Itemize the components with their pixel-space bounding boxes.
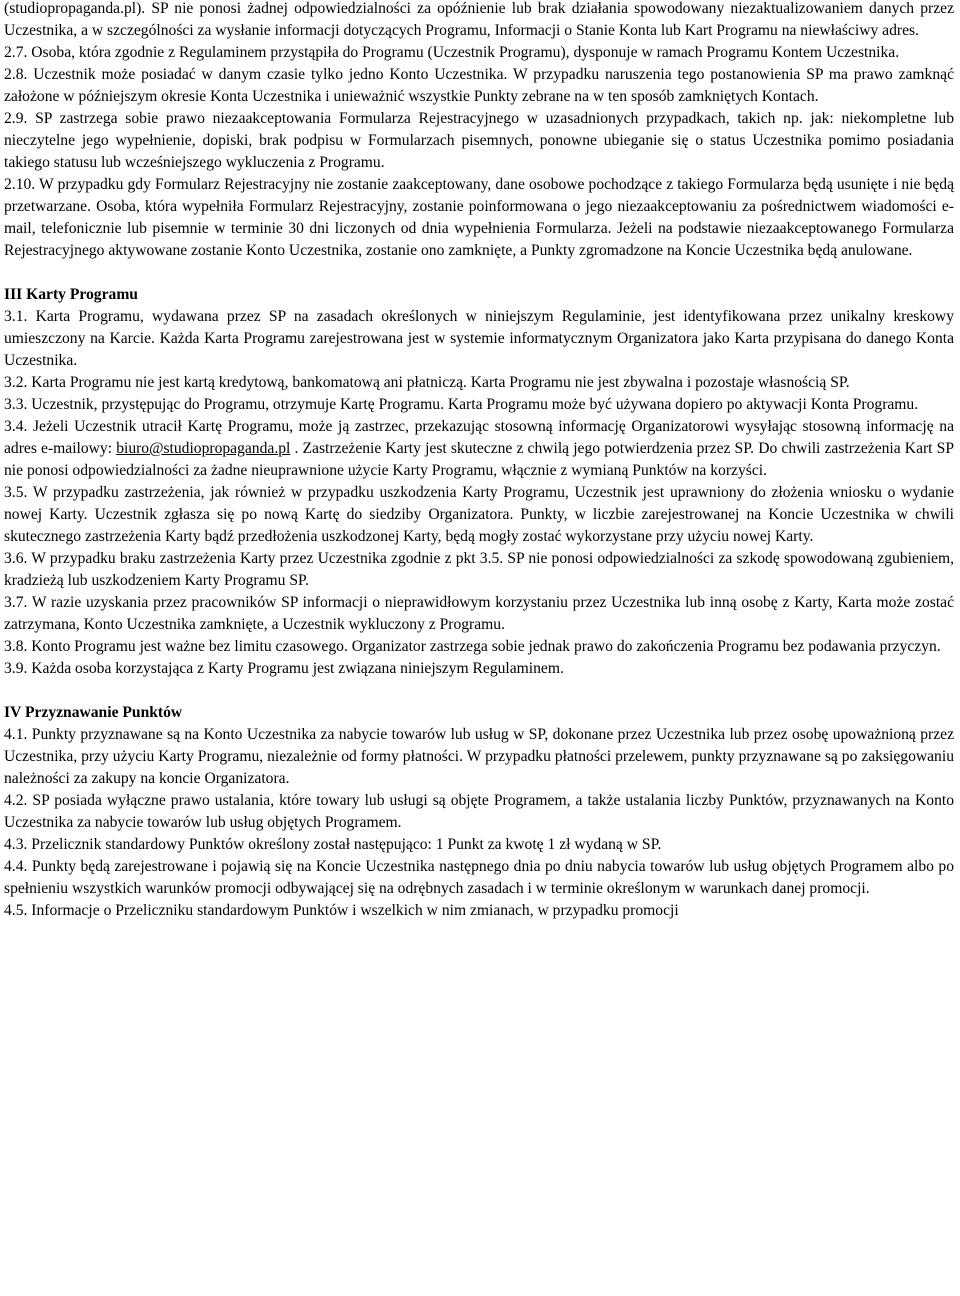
paragraph-3-4-text-end: . Zastrzeżenie Karty jest skuteczne z chwilą jego potwierdzenia przez SP. Do chwili zastrzeżenia Kart SP nie ponosi odpowiedzialności za żadne nieuprawnione użycie Karty Programu, włącznie z wymianą Punktów na korzyści. xyxy=(4,440,954,479)
paragraph-2-8: 2.8. Uczestnik może posiadać w danym czasie tylko jedno Konto Uczestnika. W przypadku naruszenia tego postanowienia SP ma prawo zamknąć założone w późniejszym okresie Konta Uczestnika i unieważnić wszystkie Punkty zebrane na w ten sposób zamkniętych Kontach. xyxy=(4,66,954,105)
paragraph-3-4 xyxy=(4,416,954,482)
paragraph-3-7: 3.7. W razie uzyskania przez pracowników SP informacji o nieprawidłowym korzystaniu przez Uczestnika lub inną osobę z Karty, Karta może zostać zatrzymana, Konto Uczestnika zamknięte, a Uczestnik wykluczony z Programu. xyxy=(4,594,954,633)
paragraph-3-2: 3.2. Karta Programu nie jest kartą kredytową, bankomatową ani płatniczą. Karta Programu nie jest zbywalna i pozostaje własnością SP. xyxy=(4,374,850,391)
paragraph-4-2: 4.2. SP posiada wyłączne prawo ustalania, które towary lub usługi są objęte Programem, a także ustalania liczby Punktów, przyznawanych na Konto Uczestnika za nabycie towarów lub usług objętych Programem. xyxy=(4,792,954,831)
paragraph-3-9: 3.9. Każda osoba korzystająca z Karty Programu jest związana niniejszym Regulaminem. xyxy=(4,660,564,677)
paragraph-2-7: 2.7. Osoba, która zgodnie z Regulaminem przystąpiła do Programu (Uczestnik Programu), dysponuje w ramach Programu Kontem Uczestnika. xyxy=(4,44,900,61)
paragraph-3-5: 3.5. W przypadku zastrzeżenia, jak również w przypadku uszkodzenia Karty Programu, Uczestnik jest uprawniony do złożenia wniosku o wydanie nowej Karty. Uczestnik zgłasza się po nową Kartę do siedziby Organizatora. Punkty, w liczbie zarejestrowanej na Koncie Uczestnika w chwili skutecznego zastrzeżenia Karty bądź przedłożenia uszkodzonej Karty, będą mogły zostać wykorzystane przy użyciu nowej Karty. xyxy=(4,484,954,545)
paragraph-2-9: 2.9. SP zastrzega sobie prawo niezaakceptowania Formularza Rejestracyjnego w uzasadnionych przypadkach, takich np. jak: niekompletne lub nieczytelne jego wypełnienie, dopiski, brak podpisu w Formularzach pisemnych, ponowne ubieganie się o status Uczestnika pomimo posiadania takiego statusu lub wcześniejszego wykluczenia z Programu. xyxy=(4,110,954,171)
paragraph-4-1: 4.1. Punkty przyznawane są na Konto Uczestnika za nabycie towarów lub usług w SP, dokonane przez Uczestnika lub przez osobę upoważnioną przez Uczestnika, przy użyciu Karty Programu, niezależnie od formy płatności. W przypadku płatności przelewem, punkty przyznawane są po zaksięgowaniu należności za zakupy na koncie Organizatora. xyxy=(4,726,954,787)
email-link[interactable]: biuro@studiopropaganda.pl xyxy=(116,440,291,457)
paragraph-3-3: 3.3. Uczestnik, przystępując do Programu, otrzymuje Kartę Programu. Karta Programu może być używana dopiero po aktywacji Konta Programu. xyxy=(4,396,919,413)
paragraph-3-6: 3.6. W przypadku braku zastrzeżenia Karty przez Uczestnika zgodnie z pkt 3.5. SP nie ponosi odpowiedzialności za szkodę spowodowaną zgubieniem, kradzieżą lub uszkodzeniem Karty Programu SP. xyxy=(4,550,954,589)
paragraph-4-5: 4.5. Informacje o Przeliczniku standardowym Punktów i wszelkich w nim zmianach, w przypadku promocji xyxy=(4,902,679,919)
paragraph-2-10: 2.10. W przypadku gdy Formularz Rejestracyjny nie zostanie zaakceptowany, dane osobowe pochodzące z takiego Formularza będą usunięte i nie będą przetwarzane. Osoba, która wypełniła Formularz Rejestracyjny, zostanie poinformowana o jego niezaakceptowaniu za pośrednictwem wiadomości e-mail, telefonicznie lub pisemnie w terminie 30 dni liczonych od dnia wypełnienia Formularza. Jeżeli na podstawie niezaakceptowanego Formularza Rejestracyjnego aktywowane zostanie Konto Uczestnika, zostanie ono zamknięte, a Punkty zgromadzone na Koncie Uczestnika będą anulowane. xyxy=(4,176,954,259)
section-spacer xyxy=(4,680,954,702)
paragraph-3-8: 3.8. Konto Programu jest ważne bez limitu czasowego. Organizator zastrzega sobie jednak prawo do zakończenia Programu bez podawania przyczyn. xyxy=(4,638,941,655)
section-heading-3: III Karty Programu xyxy=(4,286,138,303)
section-heading-4: IV Przyznawanie Punktów xyxy=(4,704,183,721)
paragraph-3-4-text-start: 3.4. Jeżeli Uczestnik utracił Kartę Programu, może ją zastrzec, przekazując stosowną informację Organizatorowi wysyłając stosowną informację na adres e-mailowy: xyxy=(4,418,954,457)
section-spacer xyxy=(4,262,954,284)
paragraph-4-4: 4.4. Punkty będą zarejestrowane i pojawią się na Koncie Uczestnika następnego dnia po dniu nabycia towarów lub usług objętych Programem albo po spełnieniu wszystkich warunków promocji odbywającej się na odrębnych zasadach i w terminie określonym w warunkach danej promocji. xyxy=(4,858,954,897)
paragraph-3-1: 3.1. Karta Programu, wydawana przez SP na zasadach określonych w niniejszym Regulaminie, jest identyfikowana przez unikalny kreskowy umieszczony na Karcie. Każda Karta Programu zarejestrowana jest w systemie informatycznym Organizatora jako Karta przypisana do danego Konta Uczestnika. xyxy=(4,308,954,369)
paragraph-2-6-continued: (studiopropaganda.pl). SP nie ponosi żadnej odpowiedzialności za opóźnienie lub brak działania spowodowany niezaktualizowaniem danych przez Uczestnika, a w szczególności za wysłanie informacji dotyczących Programu, Informacji o Stanie Konta lub Kart Programu na niewłaściwy adres. xyxy=(4,0,954,39)
paragraph-4-3: 4.3. Przelicznik standardowy Punktów określony został następująco: 1 Punkt za kwotę 1 zł wydaną w SP. xyxy=(4,836,662,853)
